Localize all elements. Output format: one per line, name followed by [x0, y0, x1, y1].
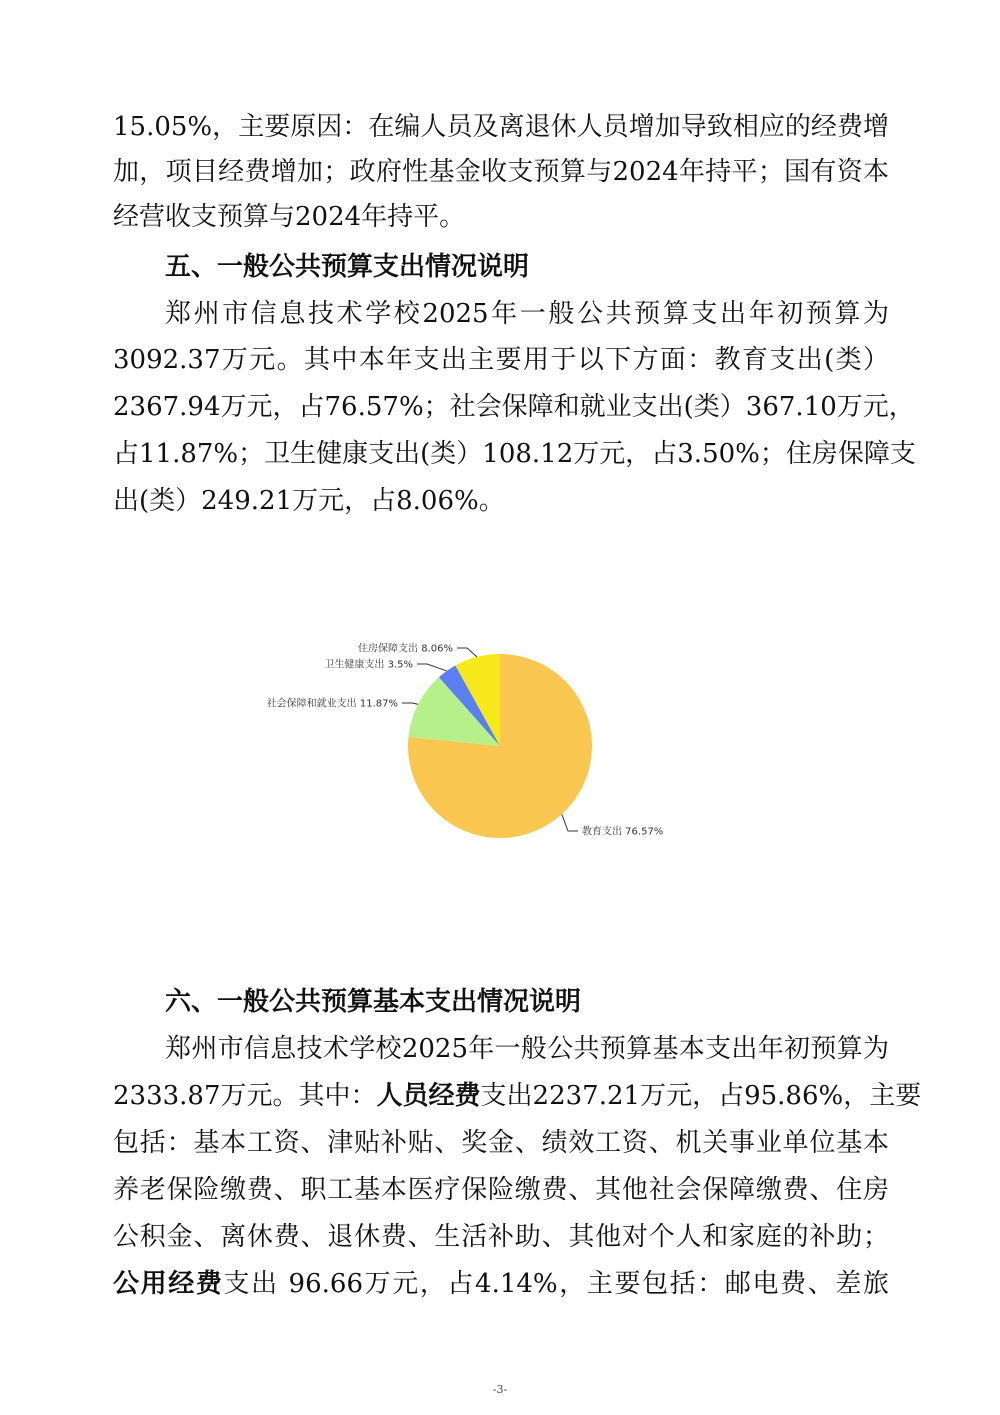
leader-line-2: [417, 664, 447, 671]
paragraph-line: 3092.37万元。其中本年支出主要用于以下方面：教育支出(类）: [113, 345, 889, 375]
text-segment: 2333.87万元。其中：: [113, 1081, 377, 1111]
expenditure-pie-chart: [215, 625, 735, 865]
paragraph-line: 郑州市信息技术学校2025年一般公共预算支出年初预算为: [165, 299, 889, 329]
leader-line-0: [562, 814, 578, 831]
paragraph-line: 占11.87%；卫生健康支出(类）108.12万元，占3.50%；住房保障支: [113, 439, 916, 469]
paragraph-line: 出(类）249.21万元，占8.06%。: [113, 486, 505, 516]
text-segment: 支出 96.66万元，占4.14%，主要包括：邮电费、差旅: [223, 1269, 889, 1299]
pie-label-1: 社会保障和就业支出 11.87%: [266, 698, 398, 710]
pie-label-0: 教育支出 76.57%: [582, 826, 664, 838]
paragraph-line: 加，项目经费增加；政府性基金收支预算与2024年持平；国有资本: [113, 157, 889, 187]
text-segment: 支出2237.21万元，占95.86%，主要: [480, 1081, 922, 1111]
section-heading: 六、一般公共预算基本支出情况说明: [165, 987, 582, 1017]
paragraph-line: 包括：基本工资、津贴补贴、奖金、绩效工资、机关事业单位基本: [113, 1128, 889, 1158]
paragraph-line: 2367.94万元，占76.57%；社会保障和就业支出(类）367.10万元，: [113, 392, 915, 422]
bold-term: 公用经费: [113, 1269, 224, 1299]
leader-line-3: [457, 648, 477, 657]
bold-term: 人员经费: [376, 1081, 481, 1111]
leader-line-1: [402, 703, 418, 704]
paragraph-line: [113, 1267, 889, 1301]
paragraph-line: [113, 1079, 922, 1113]
paragraph-line: 经营收支预算与2024年持平。: [113, 202, 466, 232]
section-heading: 五、一般公共预算支出情况说明: [165, 252, 530, 282]
paragraph-line: 养老保险缴费、职工基本医疗保险缴费、其他社会保障缴费、住房: [113, 1175, 889, 1205]
pie-label-3: 住房保障支出 8.06%: [358, 643, 453, 655]
paragraph-line: 郑州市信息技术学校2025年一般公共预算基本支出年初预算为: [165, 1034, 889, 1064]
paragraph-line: 15.05%，主要原因：在编人员及离退休人员增加导致相应的经费增: [113, 112, 889, 142]
paragraph-line: 公积金、离休费、退休费、生活补助、其他对个人和家庭的补助；: [113, 1222, 889, 1252]
pie-label-2: 卫生健康支出 3.5%: [324, 659, 413, 671]
page-number: -3-: [492, 1383, 508, 1396]
